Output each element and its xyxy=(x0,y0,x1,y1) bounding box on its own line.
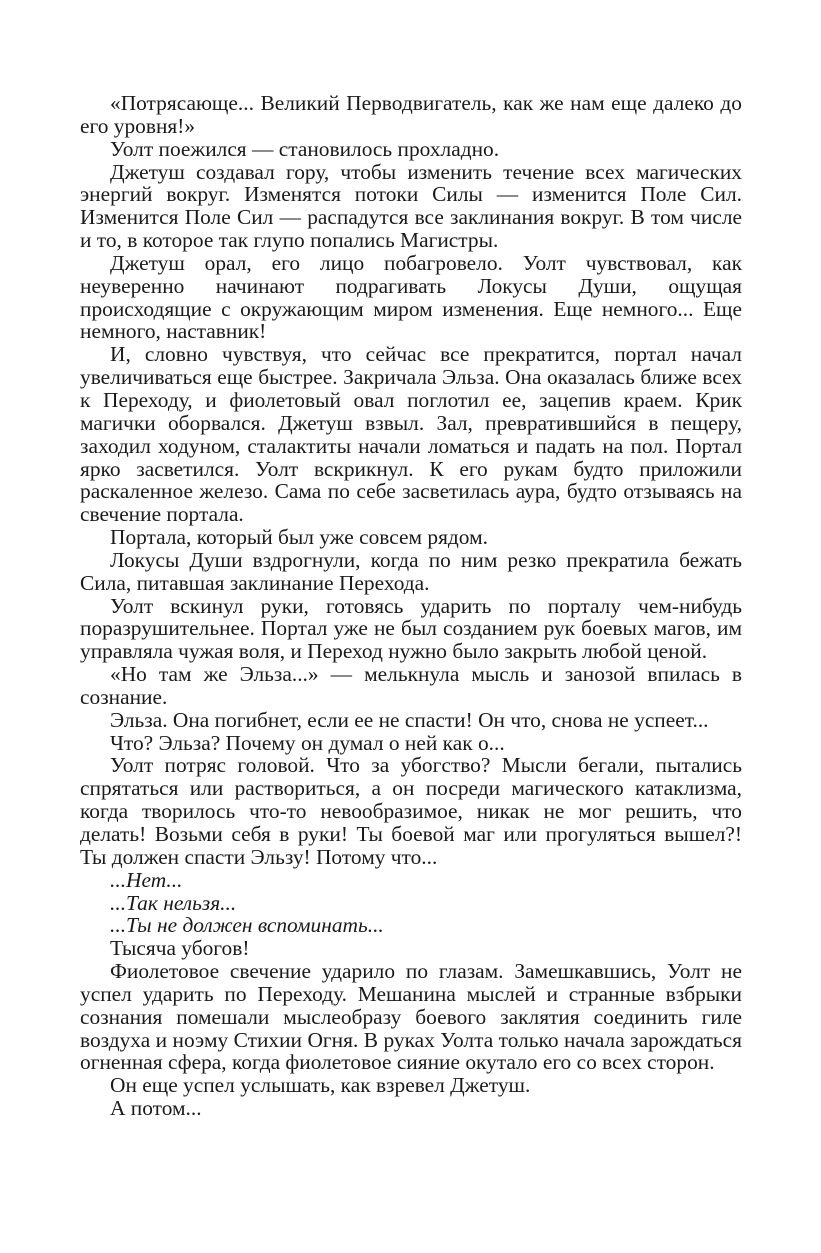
italic-paragraph: ...Ты не должен вспоминать... xyxy=(110,913,384,938)
paragraph: И, словно чувствуя, что сейчас все прекратится, портал начал увеличиваться еще быстрее. Закричала Эльза. Она оказалась ближе всех к Переходу, и фиолетовый овал поглотил ее, зацепив краем. Крик магички оборвался. Джетуш взвыл. Зал, превратившийся в пещеру, заходил ходуном, сталактиты начали ломаться и падать на пол. Портал ярко засветился. Уолт вскрикнул. К его рукам будто приложили раскаленное железо. Сама по себе засветилась аура, будто отзываясь на свечение портала. xyxy=(80,342,742,527)
paragraph: Уолт поежился — становилось прохладно. xyxy=(110,136,500,161)
italic-paragraph: ...Нет... xyxy=(110,867,183,892)
paragraph: Джетуш создавал гору, чтобы изменить течение всех магических энергий вокруг. Изменятся потоки Силы — изменится Поле Сил. Изменится Поле Сил — распадутся все заклинания вокруг. В том числе и то, в которое так глупо попались Магистры. xyxy=(80,159,742,253)
paragraph: «Потрясающе... Великий Перводвигатель, как же нам еще далеко до его уровня!» xyxy=(80,91,742,138)
paragraph: Локусы Души вздрогнули, когда по ним резко прекратила бежать Сила, питавшая заклинание Перехода. xyxy=(80,547,742,595)
paragraph: Уолт потряс головой. Что за убогство? Мысли бегали, пытались спрятаться или раствориться, а он посреди магического катаклизма, когда творилось что-то невообразимое, никак не мог решить, что делать! Возьми себя в руки! Ты боевой маг или прогуляться вышел?! Ты должен спасти Эльзу! Потому что... xyxy=(80,753,742,869)
paragraph: Тысяча убогов! xyxy=(110,936,250,961)
book-page xyxy=(80,92,742,1120)
paragraph: Что? Эльза? Почему он думал о ней как о... xyxy=(110,730,505,755)
paragraph: Портала, который был уже совсем рядом. xyxy=(110,525,488,550)
paragraph: Джетуш орал, его лицо побагровело. Уолт чувствовал, как неуверенно начинают подрагивать Локусы Души, ощущая происходящие с окружающим миром изменения. Еще немного... Еще немного, наставник! xyxy=(80,250,742,344)
paragraph: Фиолетовое свечение ударило по глазам. Замешкавшись, Уолт не успел ударить по Переходу. Мешанина мыслей и странные взбрыки сознания помешали мыслеобразу боевого заклятия соединить гиле воздуха и ноэму Стихии Огня. В руках Уолта только начала зарождаться огненная сфера, когда фиолетовое сияние окутало его со всех сторон. xyxy=(80,959,742,1075)
paragraph: «Но там же Эльза...» — мелькнула мысль и занозой впилась в сознание. xyxy=(80,662,742,709)
paragraph: А потом... xyxy=(110,1096,202,1121)
paragraph: Эльза. Она погибнет, если ее не спасти! Он что, снова не успеет... xyxy=(110,707,709,732)
italic-paragraph: ...Так нельзя... xyxy=(110,890,237,915)
paragraph: Уолт вскинул руки, готовясь ударить по порталу чем-нибудь поразрушительнее. Портал уже не был созданием рук боевых магов, им управляла чужая воля, и Переход нужно было закрыть любой ценой. xyxy=(80,593,742,664)
paragraph: Он еще успел услышать, как взревел Джетуш. xyxy=(110,1073,531,1098)
